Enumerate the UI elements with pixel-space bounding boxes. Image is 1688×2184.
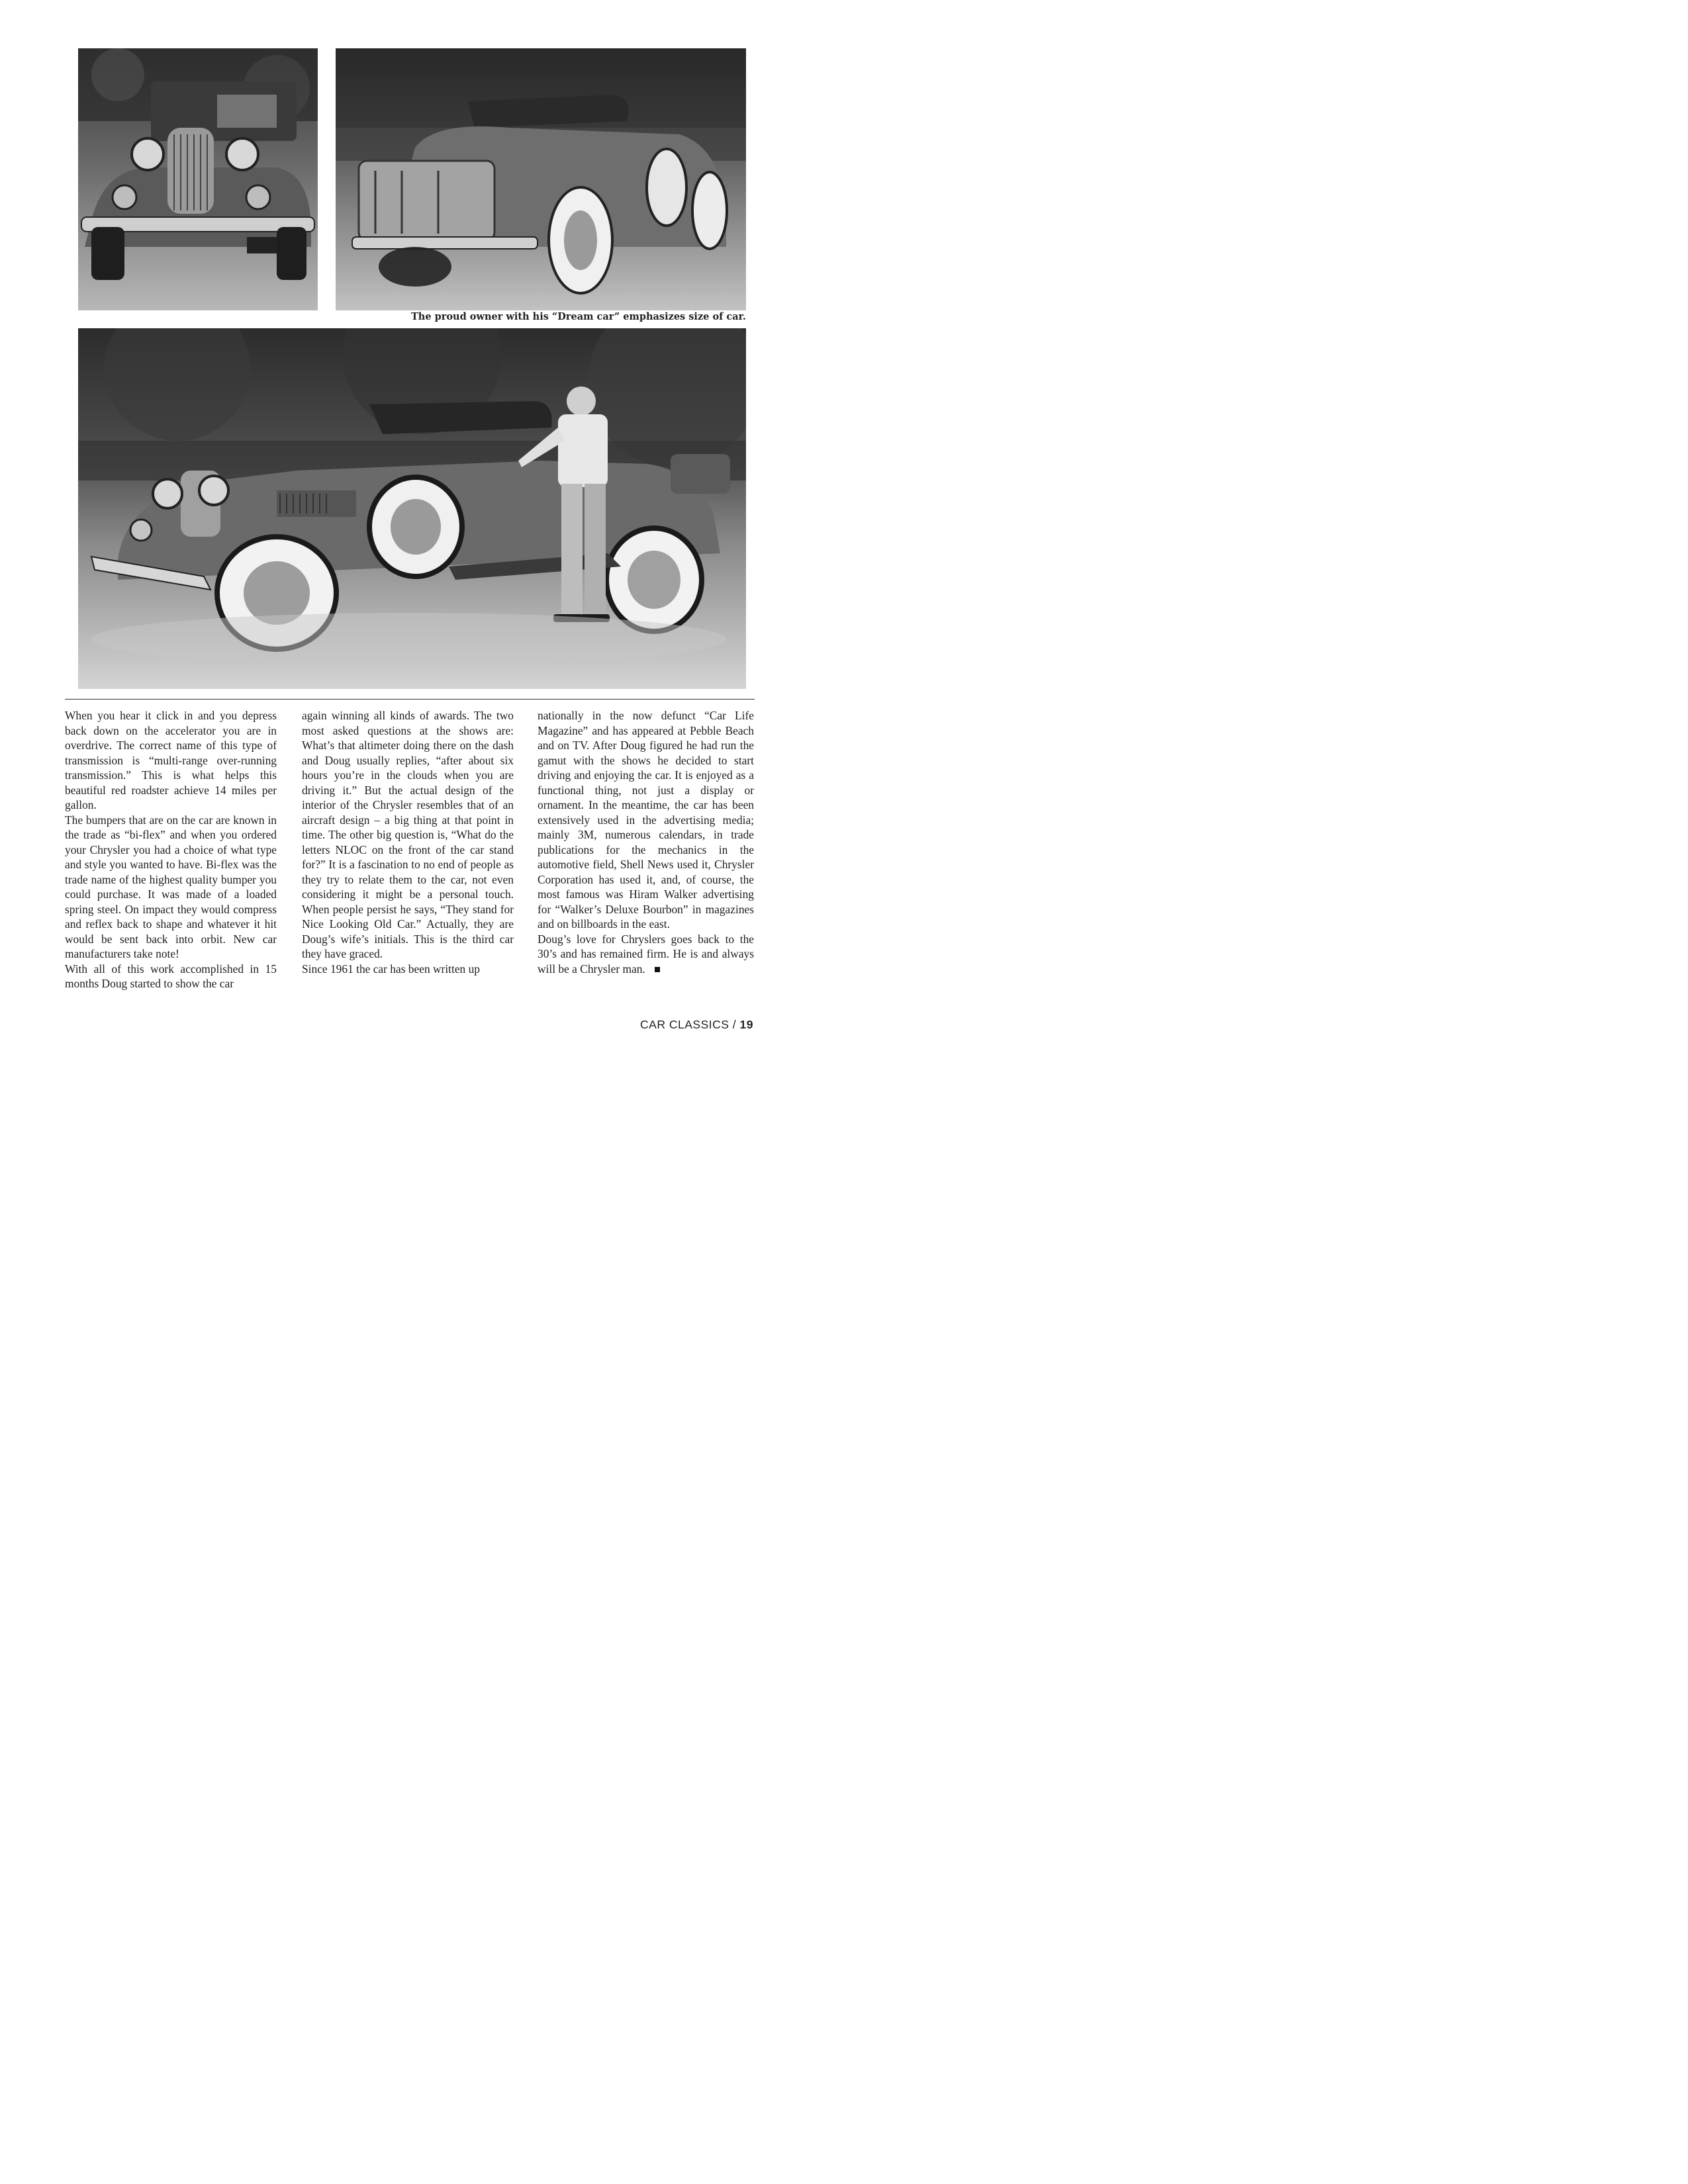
page-number: 19 bbox=[739, 1018, 753, 1031]
text-column-1 bbox=[65, 708, 277, 991]
col1-paragraph-1: When you hear it click in and you depress back down on the accelerator you are in overdrive. The correct name of this type of transmission is “multi-range over-running transmission.” This is what helps this beautiful red roadster achieve 14 miles per gallon. bbox=[65, 709, 277, 811]
col3-paragraph-2 bbox=[538, 932, 754, 977]
end-of-article-square-icon bbox=[655, 967, 660, 972]
page-footer bbox=[640, 1018, 753, 1032]
text-column-3 bbox=[538, 708, 754, 976]
photo-caption: The proud owner with his “Dream car” emphasizes size of car. bbox=[411, 311, 746, 322]
magazine-page bbox=[0, 0, 810, 1048]
col1-paragraph-2: The bumpers that are on the car are known in the trade as “bi-flex” and when you ordered your Chrysler you had a choice of what type and style you wanted to have. Bi-flex was the trade name of the highest quality bumper you could purchase. It was made of a loaded spring steel. On impact they would compress and reflex back to shape and whatever it hit would be sent back into orbit. New car manufacturers take note! bbox=[65, 813, 277, 960]
car-rear-photo-icon bbox=[336, 48, 746, 310]
car-side-with-owner-photo-icon bbox=[78, 328, 746, 689]
col2-paragraph-1: again winning all kinds of awards. The two most asked questions at the shows are: What’s that altimeter doing there on the dash and Doug usually replies, “after about six hours you’re in the clouds when you are driving it.” But the actual design of the interior of the Chrysler resembles that of an aircraft design – a big thing at that point in time. The other big question is, “What do the letters NLOC on the front of the car stand for?” It is a fascination to no end of people as they try to relate them to the car, not even considering it might be a personal touch. When people persist he says, “They stand for Nice Looking Old Car.” Actually, they are Doug’s wife’s initials. This is the third car they have graced. bbox=[302, 709, 514, 960]
col1-paragraph-3: With all of this work accomplished in 15 months Doug started to show the car bbox=[65, 962, 277, 990]
col3-paragraph-2-text: Doug’s love for Chryslers goes back to the 30’s and has remained firm. He is and always will be a Chrysler man. bbox=[538, 932, 754, 976]
divider-rule bbox=[65, 699, 755, 700]
publication-name: CAR CLASSICS / bbox=[640, 1018, 737, 1031]
car-front-photo-icon bbox=[78, 48, 318, 310]
text-column-2 bbox=[302, 708, 514, 976]
col3-paragraph-1: nationally in the now defunct “Car Life Magazine” and has appeared at Pebble Beach and on TV. After Doug figured he had run the gamut with the shows he decided to start driving and enjoying the car. It is enjoyed as a functional thing, not just a display or ornament. In the meantime, the car has been extensively used in the advertising media; mainly 3M, numerous calendars, in trade publications for the mechanics in the automotive field, Shell News used it, Chrysler Corporation has used it, and, of course, the most famous was Hiram Walker advertising for “Walker’s Deluxe Bourbon” in magazines and on billboards in the east. bbox=[538, 709, 754, 931]
col2-paragraph-2: Since 1961 the car has been written up bbox=[302, 962, 480, 976]
